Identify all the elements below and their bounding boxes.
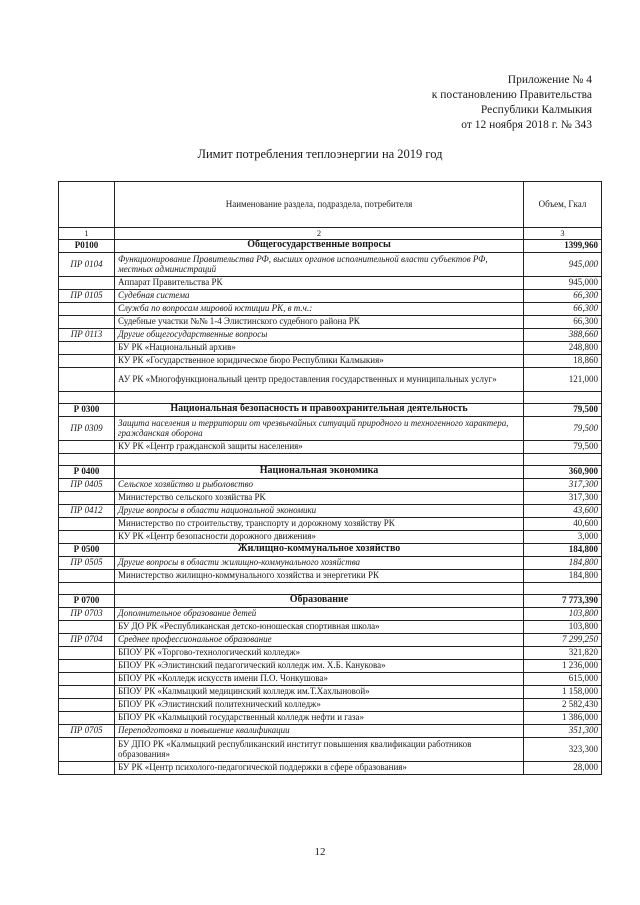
row-value-cell: 323,300 — [524, 737, 602, 761]
row-value-cell: 103,800 — [524, 620, 602, 633]
row-value-cell: 66,300 — [524, 289, 602, 302]
row-value-cell: 1399,960 — [524, 239, 602, 252]
row-value-cell: 248,800 — [524, 341, 602, 354]
appendix-republic: Республики Калмыкия — [480, 104, 592, 116]
row-code-cell: ПР 0309 — [59, 416, 115, 440]
row-value-cell: 360,900 — [524, 465, 602, 478]
row-name-cell: Национальная безопасность и правоохранительная деятельность — [115, 403, 524, 416]
section-row — [59, 594, 602, 607]
row-name-cell: БУ РК «Центр психолого-педагогической поддержки в сфере образования» — [115, 761, 524, 774]
row-value-cell: 388,660 — [524, 328, 602, 341]
consumer-row — [59, 354, 602, 367]
consumer-row — [59, 569, 602, 582]
row-value-cell: 1 158,000 — [524, 685, 602, 698]
row-name-cell: Аппарат Правительства РК — [115, 276, 524, 289]
row-value-cell: 7 773,390 — [524, 594, 602, 607]
subsection-row — [59, 328, 602, 341]
row-value-cell: 79,500 — [524, 416, 602, 440]
row-value-cell: 184,800 — [524, 569, 602, 582]
appendix-header — [292, 73, 592, 133]
row-name-cell — [115, 453, 524, 465]
row-value-cell: 66,300 — [524, 302, 602, 315]
row-code-cell — [59, 391, 115, 403]
subsection-row — [59, 289, 602, 302]
row-name-cell: БПОУ РК «Торгово-технологический колледж» — [115, 646, 524, 659]
row-value-cell: 3,000 — [524, 530, 602, 543]
section-row — [59, 543, 602, 556]
row-code-cell — [59, 367, 115, 391]
row-value-cell: 66,300 — [524, 315, 602, 328]
row-value-cell: 40,600 — [524, 517, 602, 530]
subsection-row — [59, 607, 602, 620]
row-value-cell: 317,300 — [524, 478, 602, 491]
row-code-cell: ПР 0412 — [59, 504, 115, 517]
appendix-resolution: к постановлению Правительства — [431, 89, 592, 101]
row-value-cell — [524, 453, 602, 465]
consumer-row — [59, 315, 602, 328]
row-name-cell: БПОУ РК «Элистинский политехнический колледж» — [115, 698, 524, 711]
row-code-cell — [59, 276, 115, 289]
heat-limit-table — [58, 181, 602, 775]
row-code-cell: ПР 0405 — [59, 478, 115, 491]
row-name-cell: БПОУ РК «Элистинский педагогический колледж им. Х.Б. Канукова» — [115, 659, 524, 672]
page-number: 12 — [314, 846, 326, 858]
row-code-cell — [59, 761, 115, 774]
row-code-cell — [59, 685, 115, 698]
subsection-row — [59, 724, 602, 737]
row-code-cell: Р 0700 — [59, 594, 115, 607]
header-name-cell: Наименование раздела, подраздела, потребителя — [115, 182, 524, 228]
row-value-cell: 79,500 — [524, 403, 602, 416]
consumer-row — [59, 646, 602, 659]
row-value-cell: 184,800 — [524, 543, 602, 556]
row-name-cell: Дополнительное образование детей — [115, 607, 524, 620]
column-number-3: 3 — [524, 228, 602, 240]
row-value-cell: 2 582,430 — [524, 698, 602, 711]
row-value-cell: 945,000 — [524, 252, 602, 276]
row-code-cell: ПР 0703 — [59, 607, 115, 620]
row-name-cell: Защита населения и территории от чрезвычайных ситуаций природного и техногенного характера, гражданская оборона — [115, 416, 524, 440]
consumer-row — [59, 440, 602, 453]
row-name-cell: Среднее профессиональное образование — [115, 633, 524, 646]
spacer-row — [59, 453, 602, 465]
row-name-cell: Министерство жилищно-коммунального хозяйства и энергетики РК — [115, 569, 524, 582]
row-name-cell: АУ РК «Многофункциональный центр предоставления государственных и муниципальных услуг» — [115, 367, 524, 391]
row-value-cell: 79,500 — [524, 440, 602, 453]
section-row — [59, 239, 602, 252]
appendix-title: Приложение № 4 — [507, 74, 592, 86]
row-code-cell — [59, 315, 115, 328]
row-code-cell — [59, 698, 115, 711]
header-value-cell: Объем, Гкал — [524, 182, 602, 228]
row-code-cell: ПР 0705 — [59, 724, 115, 737]
row-name-cell: БУ РК «Национальный архив» — [115, 341, 524, 354]
row-code-cell: Р 0500 — [59, 543, 115, 556]
row-name-cell: Другие общегосударственные вопросы — [115, 328, 524, 341]
row-code-cell: ПР 0113 — [59, 328, 115, 341]
row-name-cell: Судебные участки №№ 1-4 Элистинского судебного района РК — [115, 315, 524, 328]
consumer-row — [59, 620, 602, 633]
consumer-row — [59, 517, 602, 530]
row-name-cell: БУ ДО РК «Республиканская детско-юношеская спортивная школа» — [115, 620, 524, 633]
row-name-cell: БПОУ РК «Калмыцкий государственный колледж нефти и газа» — [115, 711, 524, 724]
section-row — [59, 403, 602, 416]
row-name-cell — [115, 582, 524, 594]
row-code-cell: ПР 0104 — [59, 252, 115, 276]
row-name-cell: Другие вопросы в области национальной экономики — [115, 504, 524, 517]
row-value-cell: 18,860 — [524, 354, 602, 367]
row-value-cell: 184,800 — [524, 556, 602, 569]
row-name-cell: БПОУ РК «Колледж искусств имени П.О. Чонкушова» — [115, 672, 524, 685]
consumer-row — [59, 530, 602, 543]
consumer-row — [59, 367, 602, 391]
subsection-row — [59, 302, 602, 315]
consumer-row — [59, 737, 602, 761]
consumer-row — [59, 672, 602, 685]
row-value-cell: 1 386,000 — [524, 711, 602, 724]
row-name-cell: Министерство сельского хозяйства РК — [115, 491, 524, 504]
row-name-cell: Сельское хозяйство и рыболовство — [115, 478, 524, 491]
row-value-cell: 103,800 — [524, 607, 602, 620]
row-code-cell — [59, 737, 115, 761]
row-value-cell: 615,000 — [524, 672, 602, 685]
row-name-cell — [115, 391, 524, 403]
row-code-cell — [59, 672, 115, 685]
row-code-cell: ПР 0704 — [59, 633, 115, 646]
row-code-cell — [59, 620, 115, 633]
row-value-cell: 351,300 — [524, 724, 602, 737]
row-code-cell — [59, 517, 115, 530]
row-name-cell: КУ РК «Центр безопасности дорожного движения» — [115, 530, 524, 543]
row-code-cell: ПР 0105 — [59, 289, 115, 302]
row-code-cell — [59, 659, 115, 672]
document-title: Лимит потребления теплоэнергии на 2019 год — [197, 147, 443, 161]
row-name-cell: Образование — [115, 594, 524, 607]
column-number-row — [59, 228, 602, 240]
column-number-2: 2 — [115, 228, 524, 240]
row-value-cell: 121,000 — [524, 367, 602, 391]
row-value-cell: 945,000 — [524, 276, 602, 289]
row-name-cell: Общегосударственные вопросы — [115, 239, 524, 252]
row-code-cell — [59, 569, 115, 582]
row-name-cell: БПОУ РК «Калмыцкий медицинский колледж им.Т.Хахлыновой» — [115, 685, 524, 698]
row-name-cell: Другие вопросы в области жилищно-коммунального хозяйства — [115, 556, 524, 569]
row-code-cell — [59, 453, 115, 465]
row-code-cell: Р0100 — [59, 239, 115, 252]
subsection-row — [59, 556, 602, 569]
row-code-cell — [59, 711, 115, 724]
row-code-cell — [59, 491, 115, 504]
consumer-row — [59, 491, 602, 504]
row-name-cell: Судебная система — [115, 289, 524, 302]
row-code-cell — [59, 341, 115, 354]
subsection-row — [59, 504, 602, 517]
row-value-cell: 28,000 — [524, 761, 602, 774]
row-value-cell: 1 236,000 — [524, 659, 602, 672]
row-code-cell — [59, 354, 115, 367]
row-code-cell: Р 0300 — [59, 403, 115, 416]
section-row — [59, 465, 602, 478]
subsection-row — [59, 633, 602, 646]
column-number-1: 1 — [59, 228, 115, 240]
row-code-cell — [59, 302, 115, 315]
row-name-cell: Переподготовка и повышение квалификации — [115, 724, 524, 737]
consumer-row — [59, 685, 602, 698]
row-name-cell: КУ РК «Центр гражданской защиты населения» — [115, 440, 524, 453]
row-name-cell: Служба по вопросам мировой юстиции РК, в т.ч.: — [115, 302, 524, 315]
row-name-cell: Министерство по строительству, транспорту и дорожному хозяйству РК — [115, 517, 524, 530]
row-code-cell: Р 0400 — [59, 465, 115, 478]
row-name-cell: Жилищно-коммунальное хозяйство — [115, 543, 524, 556]
row-value-cell — [524, 582, 602, 594]
subsection-row — [59, 252, 602, 276]
row-name-cell: Национальная экономика — [115, 465, 524, 478]
consumer-row — [59, 761, 602, 774]
spacer-row — [59, 391, 602, 403]
appendix-date: от 12 ноября 2018 г. № 343 — [461, 119, 592, 131]
row-name-cell: Функционирование Правительства РФ, высших органов исполнительной власти субъектов РФ, местных администраций — [115, 252, 524, 276]
row-name-cell: БУ ДПО РК «Калмыцкий республиканский институт повышения квалификации работников образования» — [115, 737, 524, 761]
row-value-cell: 7 299,250 — [524, 633, 602, 646]
consumer-row — [59, 276, 602, 289]
row-value-cell: 43,600 — [524, 504, 602, 517]
table-header-row — [59, 182, 602, 228]
subsection-row — [59, 416, 602, 440]
row-code-cell — [59, 646, 115, 659]
row-value-cell: 317,300 — [524, 491, 602, 504]
row-code-cell — [59, 440, 115, 453]
subsection-row — [59, 478, 602, 491]
row-value-cell — [524, 391, 602, 403]
consumer-row — [59, 711, 602, 724]
header-code-cell — [59, 182, 115, 228]
row-code-cell — [59, 530, 115, 543]
consumer-row — [59, 341, 602, 354]
spacer-row — [59, 582, 602, 594]
row-name-cell: КУ РК «Государственное юридическое бюро Республики Калмыкия» — [115, 354, 524, 367]
consumer-row — [59, 698, 602, 711]
row-value-cell: 321,820 — [524, 646, 602, 659]
row-code-cell — [59, 582, 115, 594]
row-code-cell: ПР 0505 — [59, 556, 115, 569]
consumer-row — [59, 659, 602, 672]
